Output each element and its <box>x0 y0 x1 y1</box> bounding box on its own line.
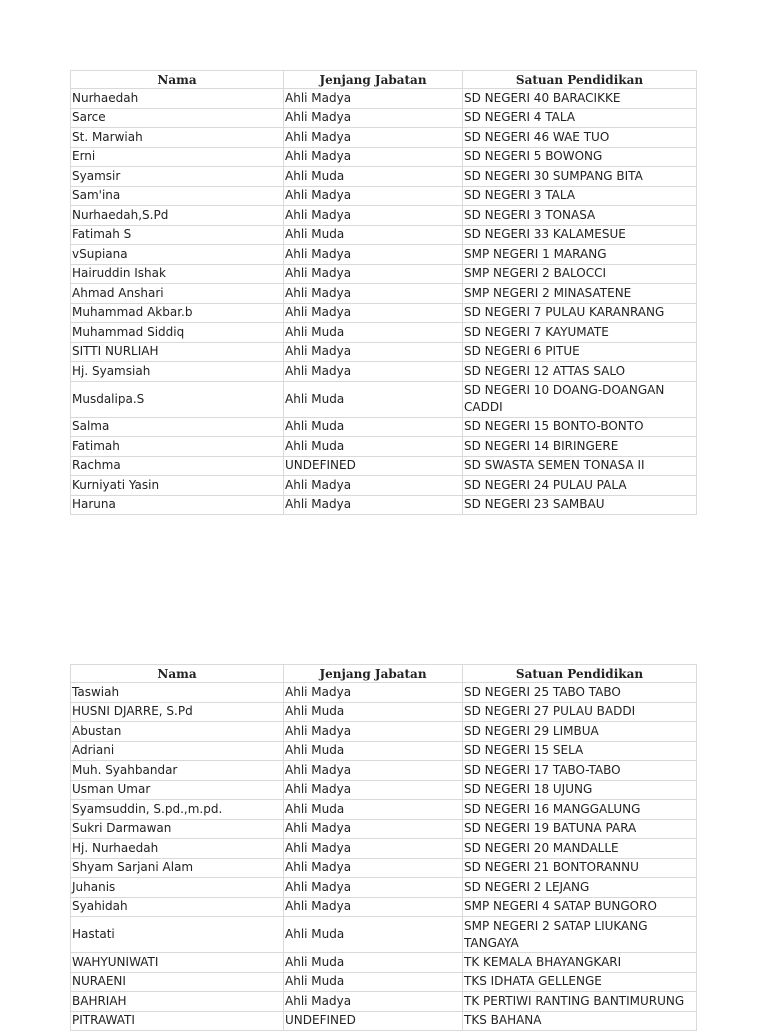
table-row <box>71 186 697 206</box>
cell-jenjang-jabatan: Ahli Madya <box>284 495 463 515</box>
table-row <box>71 858 697 878</box>
table-row <box>71 264 697 284</box>
table-row <box>71 303 697 323</box>
cell-jenjang-jabatan: UNDEFINED <box>284 456 463 476</box>
table-row <box>71 323 697 343</box>
cell-jenjang-jabatan: Ahli Muda <box>284 225 463 245</box>
cell-jenjang-jabatan: Ahli Madya <box>284 264 463 284</box>
table-row <box>71 702 697 722</box>
column-header-nama: Nama <box>71 71 284 89</box>
cell-satuan-pendidikan: SD NEGERI 19 BATUNA PARA <box>463 819 697 839</box>
cell-nama: BAHRIAH <box>71 992 284 1012</box>
cell-satuan-pendidikan: TK KEMALA BHAYANGKARI <box>463 953 697 973</box>
cell-jenjang-jabatan: Ahli Madya <box>284 128 463 148</box>
cell-satuan-pendidikan: SD NEGERI 33 KALAMESUE <box>463 225 697 245</box>
cell-nama: WAHYUNIWATI <box>71 953 284 973</box>
table-row <box>71 722 697 742</box>
cell-jenjang-jabatan: Ahli Muda <box>284 702 463 722</box>
cell-satuan-pendidikan: SD NEGERI 10 DOANG-DOANGAN CADDI <box>463 381 697 417</box>
cell-nama: Shyam Sarjani Alam <box>71 858 284 878</box>
cell-nama: Abustan <box>71 722 284 742</box>
cell-jenjang-jabatan: Ahli Muda <box>284 741 463 761</box>
cell-jenjang-jabatan: Ahli Muda <box>284 800 463 820</box>
cell-nama: Taswiah <box>71 683 284 703</box>
table-row <box>71 128 697 148</box>
cell-nama: Nurhaedah,S.Pd <box>71 206 284 226</box>
cell-satuan-pendidikan: SD NEGERI 25 TABO TABO <box>463 683 697 703</box>
table-row <box>71 780 697 800</box>
cell-satuan-pendidikan: SMP NEGERI 1 MARANG <box>463 245 697 265</box>
cell-satuan-pendidikan: SD NEGERI 21 BONTORANNU <box>463 858 697 878</box>
cell-jenjang-jabatan: Ahli Muda <box>284 972 463 992</box>
cell-satuan-pendidikan: SD SWASTA SEMEN TONASA II <box>463 456 697 476</box>
cell-nama: vSupiana <box>71 245 284 265</box>
table-row <box>71 167 697 187</box>
cell-nama: Musdalipa.S <box>71 381 284 417</box>
cell-nama: Syamsir <box>71 167 284 187</box>
table-row <box>71 917 697 953</box>
cell-jenjang-jabatan: Ahli Madya <box>284 878 463 898</box>
cell-satuan-pendidikan: TKS BAHANA <box>463 1011 697 1031</box>
table-row <box>71 476 697 496</box>
cell-satuan-pendidikan: SD NEGERI 16 MANGGALUNG <box>463 800 697 820</box>
cell-nama: Muh. Syahbandar <box>71 761 284 781</box>
cell-nama: Fatimah <box>71 437 284 457</box>
cell-jenjang-jabatan: Ahli Muda <box>284 323 463 343</box>
column-header-satuan-pendidikan: Satuan Pendidikan <box>463 71 697 89</box>
table-row <box>71 819 697 839</box>
cell-nama: Sukri Darmawan <box>71 819 284 839</box>
cell-satuan-pendidikan: SD NEGERI 7 KAYUMATE <box>463 323 697 343</box>
cell-jenjang-jabatan: Ahli Madya <box>284 897 463 917</box>
cell-jenjang-jabatan: Ahli Madya <box>284 245 463 265</box>
cell-satuan-pendidikan: SD NEGERI 6 PITUE <box>463 342 697 362</box>
cell-nama: Hairuddin Ishak <box>71 264 284 284</box>
cell-jenjang-jabatan: Ahli Madya <box>284 206 463 226</box>
cell-nama: Haruna <box>71 495 284 515</box>
cell-jenjang-jabatan: UNDEFINED <box>284 1011 463 1031</box>
cell-nama: Muhammad Akbar.b <box>71 303 284 323</box>
cell-jenjang-jabatan: Ahli Muda <box>284 381 463 417</box>
table-2-header <box>71 665 697 683</box>
table-row <box>71 362 697 382</box>
table-row <box>71 437 697 457</box>
cell-satuan-pendidikan: TKS IDHATA GELLENGE <box>463 972 697 992</box>
cell-satuan-pendidikan: SMP NEGERI 4 SATAP BUNGORO <box>463 897 697 917</box>
table-2-body <box>71 683 697 1031</box>
cell-nama: Adriani <box>71 741 284 761</box>
cell-satuan-pendidikan: SD NEGERI 3 TONASA <box>463 206 697 226</box>
cell-nama: Erni <box>71 147 284 167</box>
table-row <box>71 897 697 917</box>
column-header-jenjang-jabatan: Jenjang Jabatan <box>284 665 463 683</box>
cell-nama: Syamsuddin, S.pd.,m.pd. <box>71 800 284 820</box>
table-2 <box>70 664 697 1031</box>
cell-satuan-pendidikan: SD NEGERI 4 TALA <box>463 108 697 128</box>
cell-nama: Muhammad Siddiq <box>71 323 284 343</box>
cell-satuan-pendidikan: SD NEGERI 17 TABO-TABO <box>463 761 697 781</box>
cell-satuan-pendidikan: SD NEGERI 40 BARACIKKE <box>463 89 697 109</box>
cell-jenjang-jabatan: Ahli Muda <box>284 917 463 953</box>
cell-satuan-pendidikan: SD NEGERI 5 BOWONG <box>463 147 697 167</box>
table-row <box>71 284 697 304</box>
cell-nama: SITTI NURLIAH <box>71 342 284 362</box>
table-row <box>71 381 697 417</box>
cell-nama: Hj. Nurhaedah <box>71 839 284 859</box>
table-1-body <box>71 89 697 515</box>
cell-satuan-pendidikan: SMP NEGERI 2 MINASATENE <box>463 284 697 304</box>
cell-satuan-pendidikan: SMP NEGERI 2 SATAP LIUKANG TANGAYA <box>463 917 697 953</box>
column-header-jenjang-jabatan: Jenjang Jabatan <box>284 71 463 89</box>
cell-jenjang-jabatan: Ahli Madya <box>284 89 463 109</box>
cell-satuan-pendidikan: SD NEGERI 7 PULAU KARANRANG <box>463 303 697 323</box>
table-row <box>71 245 697 265</box>
table-row <box>71 456 697 476</box>
cell-jenjang-jabatan: Ahli Madya <box>284 303 463 323</box>
cell-jenjang-jabatan: Ahli Madya <box>284 342 463 362</box>
cell-satuan-pendidikan: TK PERTIWI RANTING BANTIMURUNG <box>463 992 697 1012</box>
cell-jenjang-jabatan: Ahli Madya <box>284 722 463 742</box>
cell-satuan-pendidikan: SD NEGERI 14 BIRINGERE <box>463 437 697 457</box>
table-row <box>71 147 697 167</box>
table-row <box>71 972 697 992</box>
cell-satuan-pendidikan: SD NEGERI 15 BONTO-BONTO <box>463 417 697 437</box>
table-row <box>71 225 697 245</box>
table-row <box>71 342 697 362</box>
cell-satuan-pendidikan: SD NEGERI 18 UJUNG <box>463 780 697 800</box>
cell-jenjang-jabatan: Ahli Madya <box>284 108 463 128</box>
cell-satuan-pendidikan: SD NEGERI 12 ATTAS SALO <box>463 362 697 382</box>
table-row <box>71 1011 697 1031</box>
cell-nama: Nurhaedah <box>71 89 284 109</box>
cell-jenjang-jabatan: Ahli Madya <box>284 186 463 206</box>
cell-satuan-pendidikan: SD NEGERI 27 PULAU BADDI <box>463 702 697 722</box>
cell-nama: PITRAWATI <box>71 1011 284 1031</box>
table-row <box>71 417 697 437</box>
cell-nama: Sarce <box>71 108 284 128</box>
column-header-nama: Nama <box>71 665 284 683</box>
cell-jenjang-jabatan: Ahli Madya <box>284 683 463 703</box>
cell-jenjang-jabatan: Ahli Madya <box>284 761 463 781</box>
table-1 <box>70 70 697 515</box>
cell-jenjang-jabatan: Ahli Madya <box>284 858 463 878</box>
cell-nama: Ahmad Anshari <box>71 284 284 304</box>
cell-nama: Juhanis <box>71 878 284 898</box>
cell-jenjang-jabatan: Ahli Madya <box>284 839 463 859</box>
cell-jenjang-jabatan: Ahli Muda <box>284 953 463 973</box>
table-row <box>71 741 697 761</box>
cell-jenjang-jabatan: Ahli Madya <box>284 362 463 382</box>
cell-jenjang-jabatan: Ahli Madya <box>284 819 463 839</box>
column-header-satuan-pendidikan: Satuan Pendidikan <box>463 665 697 683</box>
cell-jenjang-jabatan: Ahli Madya <box>284 780 463 800</box>
cell-satuan-pendidikan: SD NEGERI 30 SUMPANG BITA <box>463 167 697 187</box>
cell-nama: Hj. Syamsiah <box>71 362 284 382</box>
cell-nama: St. Marwiah <box>71 128 284 148</box>
cell-jenjang-jabatan: Ahli Madya <box>284 476 463 496</box>
cell-satuan-pendidikan: SD NEGERI 46 WAE TUO <box>463 128 697 148</box>
header-row <box>71 71 697 89</box>
cell-nama: Rachma <box>71 456 284 476</box>
cell-satuan-pendidikan: SMP NEGERI 2 BALOCCI <box>463 264 697 284</box>
cell-nama: Usman Umar <box>71 780 284 800</box>
table-row <box>71 953 697 973</box>
cell-nama: Syahidah <box>71 897 284 917</box>
table-row <box>71 839 697 859</box>
table-row <box>71 108 697 128</box>
cell-nama: Hastati <box>71 917 284 953</box>
table-row <box>71 878 697 898</box>
cell-satuan-pendidikan: SD NEGERI 24 PULAU PALA <box>463 476 697 496</box>
cell-nama: HUSNI DJARRE, S.Pd <box>71 702 284 722</box>
cell-nama: Salma <box>71 417 284 437</box>
cell-jenjang-jabatan: Ahli Muda <box>284 437 463 457</box>
cell-satuan-pendidikan: SD NEGERI 23 SAMBAU <box>463 495 697 515</box>
table-row <box>71 495 697 515</box>
cell-jenjang-jabatan: Ahli Madya <box>284 147 463 167</box>
cell-satuan-pendidikan: SD NEGERI 15 SELA <box>463 741 697 761</box>
cell-jenjang-jabatan: Ahli Madya <box>284 284 463 304</box>
cell-jenjang-jabatan: Ahli Muda <box>284 167 463 187</box>
cell-nama: Fatimah S <box>71 225 284 245</box>
table-row <box>71 683 697 703</box>
table-1-header <box>71 71 697 89</box>
table-row <box>71 89 697 109</box>
cell-nama: Kurniyati Yasin <box>71 476 284 496</box>
cell-satuan-pendidikan: SD NEGERI 2 LEJANG <box>463 878 697 898</box>
header-row <box>71 665 697 683</box>
cell-satuan-pendidikan: SD NEGERI 3 TALA <box>463 186 697 206</box>
cell-jenjang-jabatan: Ahli Muda <box>284 417 463 437</box>
table-row <box>71 800 697 820</box>
cell-nama: NURAENI <box>71 972 284 992</box>
table-row <box>71 761 697 781</box>
cell-jenjang-jabatan: Ahli Madya <box>284 992 463 1012</box>
table-row <box>71 206 697 226</box>
table-row <box>71 992 697 1012</box>
cell-satuan-pendidikan: SD NEGERI 29 LIMBUA <box>463 722 697 742</box>
cell-satuan-pendidikan: SD NEGERI 20 MANDALLE <box>463 839 697 859</box>
cell-nama: Sam'ina <box>71 186 284 206</box>
